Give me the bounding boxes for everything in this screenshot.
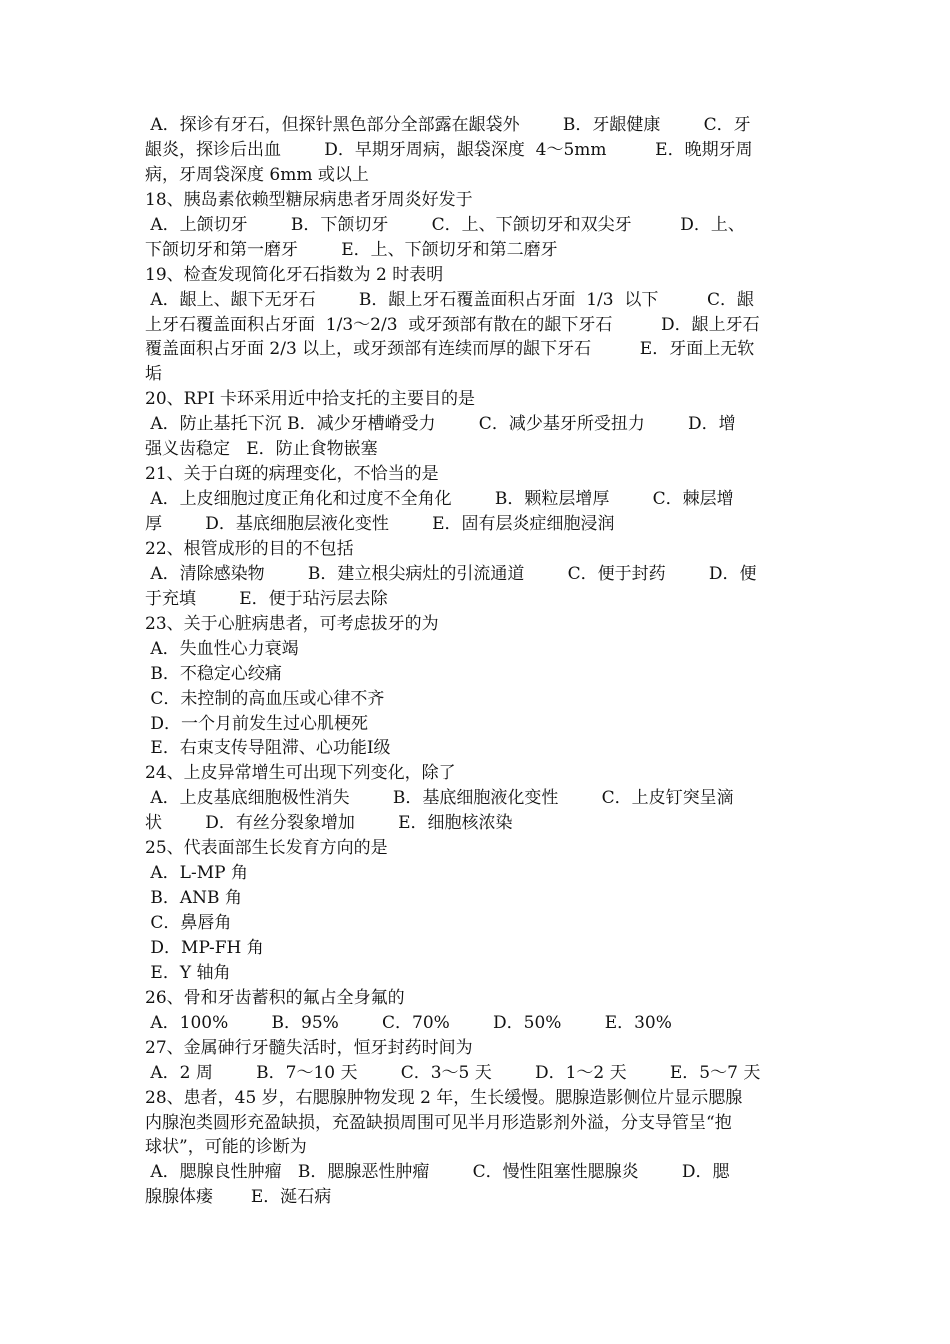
q28-question-line-1: 28、患者，45 岁，右腮腺肿物发现 2 年，生长缓慢。腮腺造影侧位片显示腮腺 bbox=[145, 1087, 743, 1108]
q21-question: 21、关于白斑的病理变化，不恰当的是 bbox=[145, 464, 439, 485]
q19-options-line-1: A．龈上、龈下无牙石 B．龈上牙石覆盖面积占牙面 1/3 以下 C．龈 bbox=[145, 289, 755, 310]
q25-option-a: A．L-MP 角 bbox=[145, 863, 248, 884]
q18-question: 18、胰岛素依赖型糖尿病患者牙周炎好发于 bbox=[145, 189, 473, 210]
q18-options-line-1: A．上颌切牙 B．下颌切牙 C．上、下颌切牙和双尖牙 D．上、 bbox=[145, 214, 745, 235]
q27-question: 27、金属砷行牙髓失活时，恒牙封药时间为 bbox=[145, 1037, 473, 1058]
q23-option-b: B．不稳定心绞痛 bbox=[145, 663, 282, 684]
q24-question: 24、上皮异常增生可出现下列变化，除了 bbox=[145, 763, 456, 784]
q21-options-line-2: 厚 D．基底细胞层液化变性 E．固有层炎症细胞浸润 bbox=[145, 514, 615, 534]
q28-question-line-2: 内腺泡类圆形充盈缺损，充盈缺损周围可见半月形造影剂外溢，分支导管呈“抱 bbox=[145, 1112, 732, 1133]
q23-option-a: A．失血性心力衰竭 bbox=[145, 638, 299, 659]
q24-options-line-1: A．上皮基底细胞极性消失 B．基底细胞液化变性 C．上皮钉突呈滴 bbox=[145, 788, 734, 809]
q19-options-line-2: 上牙石覆盖面积占牙面 1/3～2/3 或牙颈部有散在的龈下牙石 D．龈上牙石 bbox=[145, 314, 760, 335]
q25-option-e: E．Y 轴角 bbox=[145, 962, 231, 983]
q25-question: 25、代表面部生长发育方向的是 bbox=[145, 838, 388, 859]
document-body bbox=[145, 113, 810, 1210]
q19-options-line-4: 垢 bbox=[145, 364, 162, 385]
q28-question-line-3: 球状”，可能的诊断为 bbox=[145, 1137, 307, 1158]
q25-option-b: B．ANB 角 bbox=[145, 888, 242, 909]
q18-options-line-2: 下颌切牙和第一磨牙 E．上、下颌切牙和第二磨牙 bbox=[145, 239, 558, 260]
q22-options-line-2: 于充填 E．便于玷污层去除 bbox=[145, 588, 388, 609]
q23-option-c: C．未控制的高血压或心律不齐 bbox=[145, 688, 385, 709]
q28-options-line-2: 腺腺体瘘 E．涎石病 bbox=[145, 1187, 332, 1208]
q28-options-line-1: A．腮腺良性肿瘤 B．腮腺恶性肿瘤 C．慢性阻塞性腮腺炎 D．腮 bbox=[145, 1162, 730, 1183]
q17-options-line-2: 龈炎，探诊后出血 D．早期牙周病，龈袋深度 4～5mm E．晚期牙周 bbox=[145, 139, 753, 160]
q20-options-line-2: 强义齿稳定 E．防止食物嵌塞 bbox=[145, 439, 378, 460]
q20-options-line-1: A．防止基托下沉 B．减少牙槽嵴受力 C．减少基牙所受扭力 D．增 bbox=[145, 414, 736, 435]
q23-option-e: E．右束支传导阻滞、心功能Ⅰ级 bbox=[145, 738, 391, 759]
q23-question: 23、关于心脏病患者，可考虑拔牙的为 bbox=[145, 613, 439, 634]
q26-question: 26、骨和牙齿蓄积的氟占全身氟的 bbox=[145, 987, 405, 1008]
q24-options-line-2: 状 D．有丝分裂象增加 E．细胞核浓染 bbox=[145, 813, 513, 834]
q27-options-line-1: A．2 周 B．7～10 天 C．3～5 天 D．1～2 天 E．5～7 天 bbox=[145, 1062, 761, 1083]
q23-option-d: D．一个月前发生过心肌梗死 bbox=[145, 713, 369, 734]
q22-options-line-1: A．清除感染物 B．建立根尖病灶的引流通道 C．便于封药 D．便 bbox=[145, 563, 757, 584]
q22-question: 22、根管成形的目的不包括 bbox=[145, 538, 354, 559]
q19-question: 19、检查发现简化牙石指数为 2 时表明 bbox=[145, 264, 444, 285]
q25-option-c: C．鼻唇角 bbox=[145, 913, 232, 933]
q21-options-line-1: A．上皮细胞过度正角化和过度不全角化 B．颗粒层增厚 C．棘层增 bbox=[145, 489, 734, 510]
q19-options-line-3: 覆盖面积占牙面 2/3 以上，或牙颈部有连续而厚的龈下牙石 E．牙面上无软 bbox=[145, 339, 755, 360]
q26-options-line-1: A．100% B．95% C．70% D．50% E．30% bbox=[145, 1012, 672, 1033]
q17-options-line-3: 病，牙周袋深度 6mm 或以上 bbox=[145, 164, 369, 185]
q25-option-d: D．MP-FH 角 bbox=[145, 937, 264, 958]
q17-options-line-1: A．探诊有牙石，但探针黑色部分全部露在龈袋外 B．牙龈健康 C．牙 bbox=[145, 115, 751, 135]
q20-question: 20、RPI 卡环采用近中拾支托的主要目的是 bbox=[145, 389, 475, 410]
